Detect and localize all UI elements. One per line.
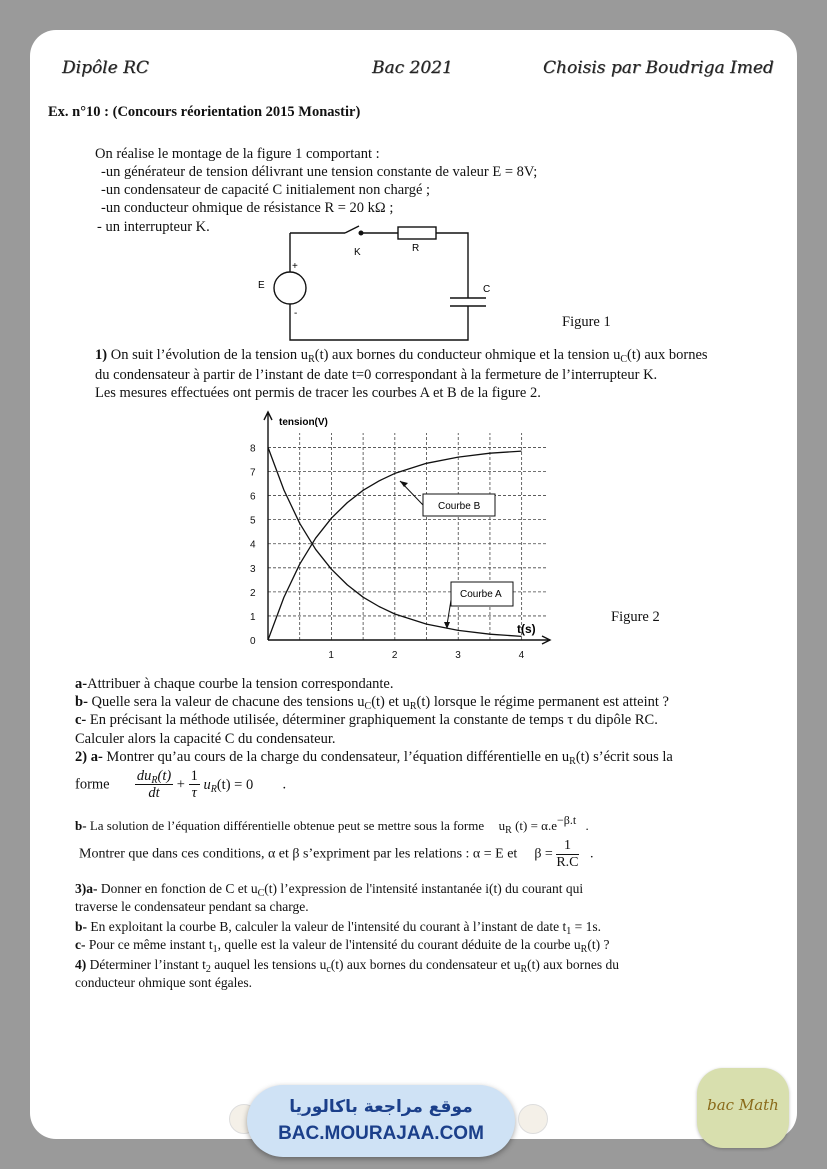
capacitor-label: C (483, 284, 491, 295)
qa-label: a- (75, 676, 88, 692)
legend-pointer-a (447, 600, 451, 625)
resistor-label: R (412, 243, 420, 254)
q2a-text1: Montrer qu’au cours de la charge du condensateur, l’équation différentielle en u (102, 749, 570, 765)
q4-text4: (t) aux bornes du (527, 957, 619, 972)
qb-label: b- (75, 694, 88, 710)
q2b2-beta: β = (534, 846, 553, 862)
q3b-label: b- (75, 919, 88, 934)
qa-text: Attribuer à chaque courbe la tension correspondante. (87, 676, 394, 692)
y-tick-label: 1 (250, 611, 256, 623)
q2b2-den: R.C (556, 855, 579, 870)
q4-sub3: R (520, 964, 528, 975)
q1-sub-c: C (620, 354, 628, 365)
eq1-dot: . (282, 776, 287, 793)
q3c-text3: (t) ? (587, 937, 610, 952)
eq1-u-sub: R (210, 783, 217, 795)
q4-sub2: c (326, 964, 331, 975)
q2b-eq-rest: (t) = α.e (511, 818, 558, 833)
figure2-chart (230, 408, 560, 663)
site-badge[interactable] (247, 1085, 515, 1157)
y-tick-label: 2 (250, 587, 256, 599)
q2b-dot: . (585, 818, 589, 833)
intro-item-capacitor: -un condensateur de capacité C initialement non chargé ; (101, 182, 431, 198)
y-tick-label: 3 (250, 563, 256, 575)
eq1-one: 1 (190, 768, 198, 784)
y-tick-label: 7 (250, 467, 256, 479)
qb-line (75, 693, 669, 711)
q3a-line (75, 880, 583, 898)
q1-text-a: On suit l’évolution de la tension u (107, 347, 309, 363)
q2b-eq-sub: R (505, 825, 512, 836)
eq1-du-t: (t) (157, 768, 172, 784)
x-tick-label: 3 (455, 650, 461, 661)
qa-line (75, 675, 393, 693)
bacmath-logo-text: bac Math (707, 1096, 779, 1114)
q2b-eq-exp: −β.t (557, 813, 577, 827)
legend-arrowhead-b (400, 481, 408, 487)
q4-text3: (t) aux bornes du condensateur et u (330, 957, 521, 972)
eq1-forme: forme (75, 776, 110, 793)
y-tick-label: 6 (250, 491, 256, 503)
y-tick-label: 8 (250, 443, 256, 455)
x-tick-label: 4 (518, 650, 525, 661)
header-author: Choisis par Boudriga Imed (543, 58, 774, 78)
q3c-line (75, 936, 609, 954)
q2b-relations-line (79, 838, 594, 871)
legend-label-b: Courbe B (438, 501, 481, 512)
q2b2-num: 1 (556, 838, 578, 855)
q1-text-c: (t) aux bornes (627, 347, 708, 363)
intro-line: On réalise le montage de la figure 1 comportant : (95, 146, 380, 162)
q1-text-b: (t) aux bornes du conducteur ohmique et la tension u (314, 347, 621, 363)
chart-grid (268, 433, 547, 640)
exercise-title: Ex. n°10 : (Concours réorientation 2015 Monastir) (48, 104, 361, 120)
q3a-line2: traverse le condensateur pendant sa charge. (75, 899, 309, 914)
qc-line (75, 711, 658, 729)
generator-minus: - (294, 308, 298, 319)
q4-label: 4) (75, 957, 87, 972)
y-tick-label: 5 (250, 515, 256, 527)
q3c-label: c- (75, 937, 86, 952)
figure2-caption: Figure 2 (611, 609, 660, 625)
q3c-sub2: R (580, 944, 588, 955)
q4-text2: auquel les tensions u (210, 957, 327, 972)
qc-text: En précisant la méthode utilisée, déterminer graphiquement la constante de temps τ du dipôle RC. (86, 712, 658, 728)
intro-item-generator: -un générateur de tension délivrant une tension constante de valeur E = 8V; (101, 164, 538, 180)
q4-text1: Déterminer l’instant t (86, 957, 206, 972)
q1-sub-r: R (308, 354, 315, 365)
qc-line2: Calculer alors la capacité C du condensateur. (75, 731, 336, 747)
intro-item-switch: - un interrupteur K. (97, 219, 210, 235)
eq1-fraction-derivative (135, 768, 173, 801)
eq1-du-sub: R (151, 775, 158, 786)
q2b2-dot: . (590, 846, 594, 862)
q4-line2: conducteur ohmique sont égales. (75, 975, 252, 990)
q3c-text2: , quelle est la valeur de l'intensité du courant déduite de la courbe u (217, 937, 581, 952)
q3b-sub1: 1 (566, 926, 572, 937)
eq1-du: du (136, 768, 152, 784)
q3c-text1: Pour ce même instant t (85, 937, 213, 952)
y-tick-label: 0 (250, 636, 256, 647)
q4-sub1: 2 (205, 964, 211, 975)
q3a-text2: (t) l’expression de l'intensité instantanée i(t) du courant qui (264, 881, 584, 896)
generator-plus: + (292, 261, 298, 272)
intro-item-resistor: -un conducteur ohmique de résistance R = 20 kΩ ; (101, 200, 394, 216)
y-axis-label: tension(V) (279, 417, 328, 428)
generator-label: E (258, 280, 265, 291)
equation-differential (75, 768, 286, 801)
site-arabic-name: موقع مراجعة باكالوريا (289, 1097, 473, 1117)
eq1-dt: dt (148, 785, 160, 801)
y-tick-label: 4 (250, 539, 256, 551)
eq1-u: u (203, 776, 211, 793)
q2a-text2: (t) s’écrit sous la (575, 749, 673, 765)
figure1-caption: Figure 1 (562, 314, 611, 330)
header-subject: Dipôle RC (62, 58, 149, 78)
q3a-text1: Donner en fonction de C et u (97, 881, 258, 896)
q3b-text2: = 1s. (571, 919, 602, 934)
qb-sub2: R (409, 701, 417, 712)
q1-line1 (95, 346, 708, 364)
site-logo-icon-right (518, 1104, 548, 1134)
chart-axes (264, 412, 550, 644)
x-tick-label: 1 (328, 650, 334, 661)
switch-label: K (354, 247, 361, 258)
q4-line (75, 956, 619, 974)
q3b-text1: En exploitant la courbe B, calculer la valeur de l'intensité du courant à l’instant de date t (87, 919, 567, 934)
qb-text3: (t) lorsque le régime permanent est atteint ? (416, 694, 669, 710)
legend-label-a: Courbe A (460, 589, 502, 600)
eq1-fraction-tau (189, 768, 200, 801)
q3b-line (75, 918, 601, 936)
site-url[interactable]: BAC.MOURAJAA.COM (278, 1123, 484, 1144)
q1-line3: Les mesures effectuées ont permis de tracer les courbes A et B de la figure 2. (95, 385, 541, 401)
q2b2-text: Montrer que dans ces conditions, α et β s’expriment par les relations : α = E et (79, 846, 518, 862)
q2b-text: La solution de l’équation différentielle obtenue peut se mettre sous la forme (86, 818, 485, 833)
qb-text1: Quelle sera la valeur de chacune des tensions u (87, 694, 365, 710)
q1-line2: du condensateur à partir de l’instant de date t=0 correspondant à la fermeture de l’interrupteur K. (95, 367, 658, 383)
circuit-diagram (250, 222, 510, 346)
qb-text2: (t) et u (371, 694, 410, 710)
eq1-plus: + (176, 776, 185, 793)
qc-label: c- (75, 712, 87, 728)
chart-ticks (250, 443, 525, 661)
bacmath-logo (697, 1068, 789, 1148)
eq1-tau: τ (191, 785, 197, 801)
eq1-rest: (t) = 0 (216, 776, 254, 793)
qb-sub1: C (364, 701, 372, 712)
q2a-label: 2) a- (75, 749, 103, 765)
x-tick-label: 2 (391, 650, 398, 661)
q2a-sub1: R (569, 756, 576, 767)
q2b2-fraction (556, 838, 578, 871)
q2b-eq-u: u (498, 818, 506, 833)
q2b-label: b- (75, 818, 87, 833)
q3c-sub1: 1 (212, 944, 218, 955)
x-axis-label: t(s) (517, 622, 536, 636)
q1-number: 1) (95, 347, 108, 363)
q2a-line (75, 748, 673, 766)
q3a-label: 3)a- (75, 881, 98, 896)
q3a-sub1: C (257, 888, 265, 899)
header-year: Bac 2021 (372, 58, 453, 78)
q2b-line (75, 813, 589, 836)
